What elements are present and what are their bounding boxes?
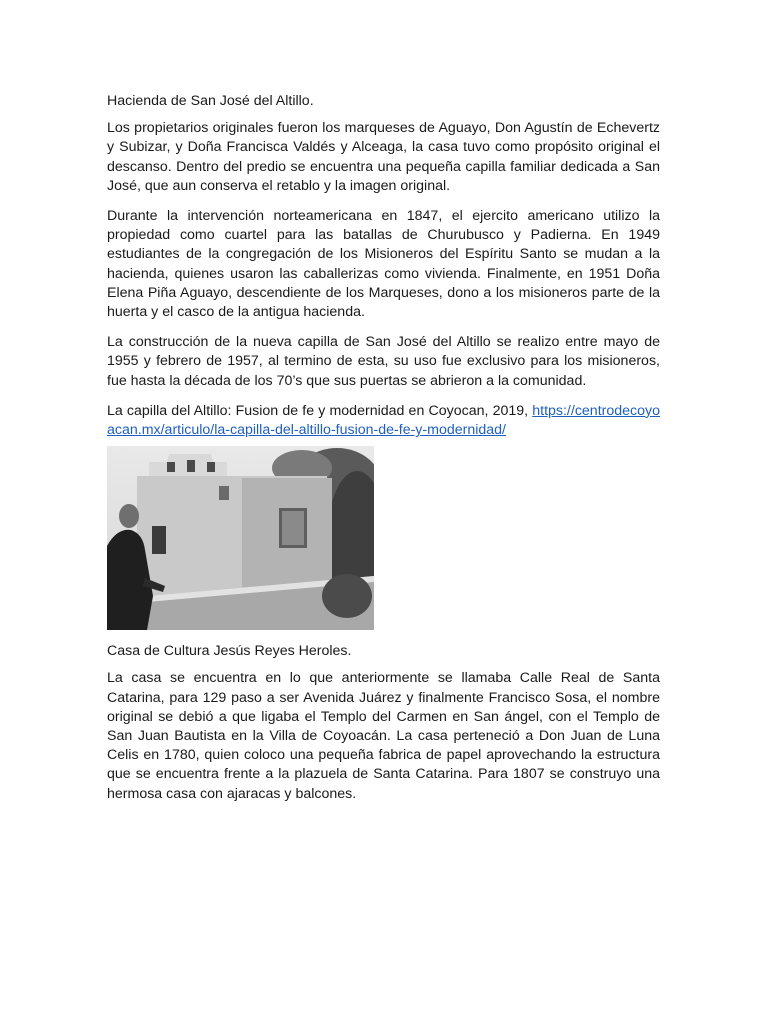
paragraph-intervention: Durante la intervención norteamericana en 1847, el ejercito americano utilizo la propiedad como cuartel para las batallas de Churubusco y Padierna. En 1949 estudiantes de la congregación de los Misioneros del Espíritu Santo se mudan a la hacienda, quienes usaron las caballerizas como vivienda. Finalmente, en 1951 Doña Elena Piña Aguayo, descendiente de los Marqueses, dono a los misioneros parte de la huerta y el casco de la antigua hacienda.	[107, 208, 660, 321]
paragraph-owners: Los propietarios originales fueron los marqueses de Aguayo, Don Agustín de Echevertz y Subizar, y Doña Francisca Valdés y Alceaga, la casa tuvo como propósito original el descanso. Dentro del predio se encuentra una pequeña capilla familiar dedicada a San José, que aun conserva el retablo y la imagen original.	[107, 120, 660, 194]
section-title-hacienda: Hacienda de San José del Altillo.	[107, 93, 314, 109]
paragraph-chapel-construction: La construcción de la nueva capilla de San José del Altillo se realizo entre mayo de 1955 y febrero de 1957, al termino de esta, su uso fue exclusivo para los misioneros, fue hasta la década de los 70’s que sus puertas se abrieron a la comunidad.	[107, 334, 660, 389]
chapel-photo-illustration	[107, 446, 374, 630]
paragraph-casa-history: La casa se encuentra en lo que anteriormente se llamaba Calle Real de Santa Catarina, para 129 paso a ser Avenida Juárez y finalmente Francisco Sosa, el nombre original se debió a que ligaba el Templo del Carmen en San ángel, con el Templo de San Juan Bautista en la Villa de Coyoacán. La casa perteneció a Don Juan de Luna Celis en 1780, quien coloco una pequeña fabrica de papel aprovechando la estructura que se encuentra frente a la plazuela de Santa Catarina. Para 1807 se construyo una hermosa casa con ajaracas y balcones.	[107, 670, 660, 802]
citation-text: La capilla del Altillo: Fusion de fe y modernidad en Coyocan, 2019,	[107, 402, 529, 419]
chapel-photo	[107, 446, 374, 630]
citation	[107, 402, 660, 440]
section-title-casa-cultura: Casa de Cultura Jesús Reyes Heroles.	[107, 643, 352, 660]
citation-link[interactable]: https://centrodecoyoacan.mx/articulo/la-capilla-del-altillo-fusion-de-fe-y-modernidad/	[107, 402, 660, 439]
